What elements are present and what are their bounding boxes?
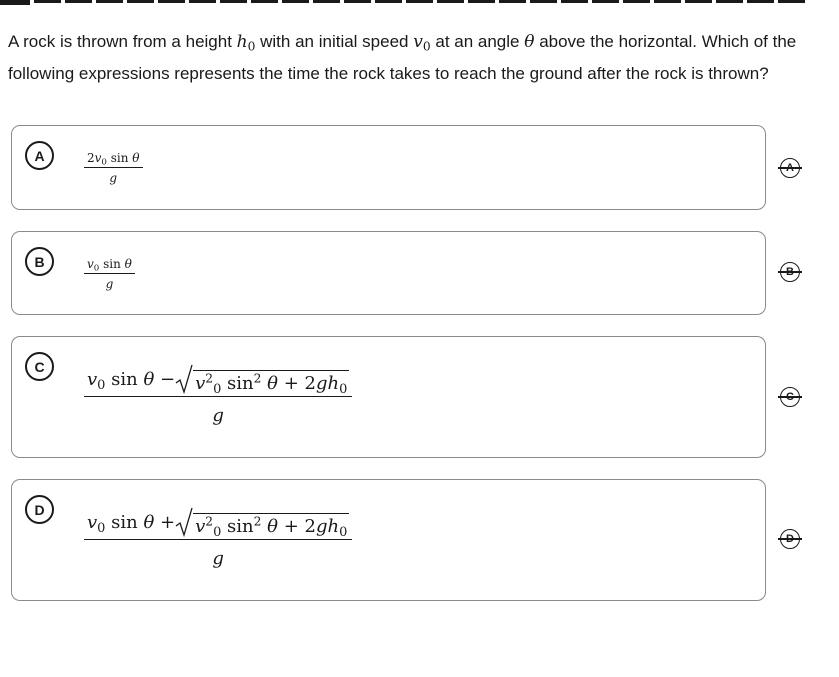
progress-segment[interactable] [437, 0, 464, 3]
minus-operator: − [154, 369, 176, 390]
superscript: 2 [253, 371, 262, 386]
progress-segment[interactable] [313, 0, 340, 3]
progress-segment[interactable] [499, 0, 526, 3]
answer-option-d[interactable] [11, 479, 766, 601]
symbol-v: v [87, 257, 94, 271]
subscript: 0 [213, 381, 222, 397]
radical-sign-icon [175, 364, 193, 394]
progress-segment[interactable] [592, 0, 619, 3]
denominator: g [84, 396, 352, 426]
fraction [84, 507, 352, 569]
symbol-theta: θ [143, 512, 155, 533]
sin-function: sin [221, 373, 254, 394]
formula-c [84, 364, 352, 426]
symbol-theta: θ [143, 369, 155, 390]
progress-segment[interactable] [685, 0, 712, 3]
progress-segment[interactable] [530, 0, 557, 3]
progress-segment[interactable] [65, 0, 92, 3]
square-root [175, 507, 349, 540]
sin-function: sin [99, 257, 125, 271]
subscript: 0 [93, 263, 100, 274]
symbol-h: h [327, 516, 340, 537]
subscript: 0 [247, 39, 256, 54]
superscript: 2 [205, 514, 214, 529]
symbol-v: v [413, 32, 423, 52]
progress-segment[interactable] [344, 0, 371, 3]
question-part: at an angle [430, 32, 525, 51]
sin-function: sin [105, 512, 144, 533]
eliminate-option-a-button[interactable] [778, 156, 802, 180]
question-part: above the horizontal. Which of the following expressions represents the time the rock takes to reach the ground after the rock is thrown? [8, 32, 797, 83]
subscript: 0 [101, 157, 107, 168]
progress-segment[interactable] [282, 0, 309, 3]
symbol-h: h [327, 373, 340, 394]
progress-segment[interactable] [375, 0, 402, 3]
strikethrough-line [778, 271, 802, 273]
formula-b [84, 257, 135, 291]
eliminate-option-c-button[interactable] [778, 385, 802, 409]
symbol-v: v [195, 516, 206, 537]
denominator: g [84, 167, 143, 185]
formula-d [84, 507, 352, 569]
strikethrough-line [778, 167, 802, 169]
subscript: 0 [97, 520, 106, 536]
angle-symbol: θ [524, 32, 535, 52]
progress-segment[interactable] [561, 0, 588, 3]
progress-segment[interactable] [406, 0, 433, 3]
subscript: 0 [422, 39, 431, 54]
numerator [84, 507, 352, 539]
progress-segment[interactable] [0, 0, 30, 5]
progress-segment[interactable] [623, 0, 650, 3]
answer-option-c[interactable] [11, 336, 766, 458]
progress-segment[interactable] [251, 0, 278, 3]
subscript: 0 [213, 524, 222, 540]
symbol-g: g [315, 373, 328, 394]
symbol-h: h [236, 32, 248, 52]
radical-sign-icon [175, 507, 193, 537]
subscript: 0 [339, 381, 348, 397]
progress-segment[interactable] [34, 0, 61, 3]
option-letter-b: B [25, 247, 54, 276]
strikethrough-line [778, 396, 802, 398]
eliminate-option-b-button[interactable] [778, 260, 802, 284]
eliminate-option-d-button[interactable] [778, 527, 802, 551]
sin-function: sin [221, 516, 254, 537]
progress-segment[interactable] [189, 0, 216, 3]
question-part: A rock is thrown from a height [8, 32, 237, 51]
progress-segment[interactable] [654, 0, 681, 3]
numerator [84, 151, 143, 167]
subscript: 0 [339, 524, 348, 540]
radicand [193, 370, 349, 397]
progress-segment[interactable] [747, 0, 774, 3]
strikethrough-line [778, 538, 802, 540]
symbol-theta: θ [261, 516, 278, 537]
plus-operator: + [154, 512, 176, 533]
progress-segment[interactable] [158, 0, 185, 3]
progress-segment[interactable] [716, 0, 743, 3]
symbol-v: v [195, 373, 206, 394]
symbol-v: v [94, 151, 102, 165]
formula-a [84, 151, 143, 185]
fraction [84, 151, 143, 185]
progress-segment[interactable] [468, 0, 495, 3]
subscript: 0 [97, 377, 106, 393]
question-text [8, 26, 833, 90]
fraction [84, 257, 135, 291]
option-letter-a: A [25, 141, 54, 170]
plus-term: + 2 [278, 516, 316, 537]
square-root [175, 364, 349, 397]
sin-function: sin [105, 369, 144, 390]
progress-segment[interactable] [96, 0, 123, 3]
height-symbol [237, 32, 256, 52]
numerator [84, 257, 135, 273]
symbol-v: v [87, 369, 98, 390]
progress-segment[interactable] [127, 0, 154, 3]
progress-segment[interactable] [220, 0, 247, 3]
symbol-g: g [315, 516, 328, 537]
symbol-v: v [87, 512, 98, 533]
radicand [193, 513, 349, 540]
superscript: 2 [253, 514, 262, 529]
symbol-theta: θ [132, 151, 140, 165]
option-letter-d: D [25, 495, 54, 524]
speed-symbol [413, 32, 430, 52]
denominator: g [84, 273, 135, 291]
symbol-theta: θ [124, 257, 132, 271]
symbol-theta: θ [261, 373, 278, 394]
answer-option-a[interactable] [11, 125, 766, 210]
progress-segment[interactable] [778, 0, 805, 3]
sin-function: sin [106, 151, 133, 165]
coefficient: 2 [87, 151, 95, 165]
denominator: g [84, 539, 352, 569]
numerator [84, 364, 352, 396]
plus-term: + 2 [278, 373, 316, 394]
top-progress-bar [0, 0, 839, 5]
question-part: with an initial speed [255, 32, 414, 51]
fraction [84, 364, 352, 426]
option-letter-c: C [25, 352, 54, 381]
superscript: 2 [205, 371, 214, 386]
answer-option-b[interactable] [11, 231, 766, 315]
